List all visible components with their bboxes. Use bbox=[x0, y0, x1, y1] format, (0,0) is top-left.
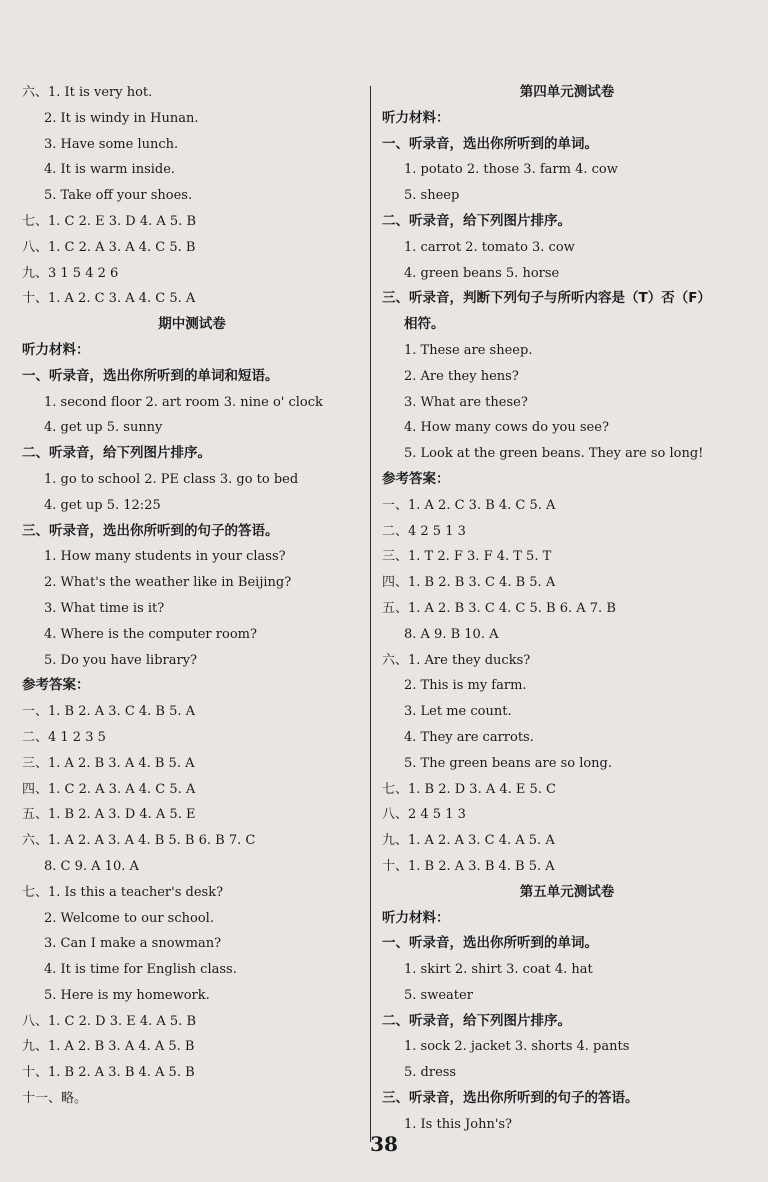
test-title: 期中测试卷 bbox=[158, 316, 226, 333]
right-column bbox=[382, 80, 752, 1138]
answer-line: 1. Is this John's? bbox=[404, 1116, 513, 1132]
answer-line: 十、1. B 2. A 3. B 4. A 5. B bbox=[22, 1065, 195, 1081]
test-title: 第五单元测试卷 bbox=[519, 883, 615, 900]
section-heading: 三、听录音，选出你所听到的句子的答语。 bbox=[382, 1090, 639, 1107]
answer-line: 4. They are carrots. bbox=[404, 729, 534, 745]
answer-line: 4. get up 5. sunny bbox=[44, 420, 163, 436]
section-heading: 参考答案： bbox=[22, 677, 90, 694]
answer-line: 4. How many cows do you see? bbox=[404, 420, 609, 436]
answer-line: 3. Can I make a snowman? bbox=[44, 936, 222, 952]
answer-line: 1. second floor 2. art room 3. nine o' clock bbox=[44, 394, 323, 410]
answer-line: 5. dress bbox=[404, 1065, 457, 1081]
answer-line: 2. This is my farm. bbox=[404, 678, 527, 694]
answer-line: 3. Let me count. bbox=[404, 704, 512, 720]
answer-line: 3. What time is it? bbox=[44, 600, 165, 616]
answer-line: 八、1. C 2. D 3. E 4. A 5. B bbox=[22, 1013, 197, 1029]
section-heading: 二、听录音，给下列图片排序。 bbox=[382, 212, 571, 229]
answer-line: 5. Take off your shoes. bbox=[44, 188, 193, 204]
answer-line: 4. get up 5. 12:25 bbox=[44, 497, 161, 513]
answer-line: 1. potato 2. those 3. farm 4. cow bbox=[404, 162, 618, 178]
answer-line: 1. How many students in your class? bbox=[44, 549, 286, 565]
answer-line: 七、1. Is this a teacher's desk? bbox=[22, 884, 224, 900]
answer-line: 二、4 2 5 1 3 bbox=[382, 523, 466, 539]
answer-line: 八、2 4 5 1 3 bbox=[382, 807, 466, 823]
answer-line: 5. sheep bbox=[404, 188, 460, 204]
section-heading: 三、听录音，选出你所听到的句子的答语。 bbox=[22, 522, 279, 539]
column-divider bbox=[370, 86, 371, 1142]
answer-line: 5. The green beans are so long. bbox=[404, 755, 613, 771]
answer-line: 2. Welcome to our school. bbox=[44, 910, 214, 926]
answer-line: 四、1. B 2. B 3. C 4. B 5. A bbox=[382, 575, 556, 591]
answer-line: 1. carrot 2. tomato 3. cow bbox=[404, 239, 575, 255]
answer-line: 十、1. B 2. A 3. B 4. B 5. A bbox=[382, 858, 555, 874]
section-heading: 三、听录音，判断下列句子与所听内容是（T）否（F） bbox=[382, 290, 711, 307]
answer-line: 五、1. B 2. A 3. D 4. A 5. E bbox=[22, 807, 196, 823]
answer-line: 四、1. C 2. A 3. A 4. C 5. A bbox=[22, 781, 196, 797]
answer-line: 二、4 1 2 3 5 bbox=[22, 729, 106, 745]
answer-line: 5. Look at the green beans. They are so long! bbox=[404, 446, 704, 462]
answer-line: 十一、略。 bbox=[22, 1091, 88, 1107]
answer-line: 4. It is warm inside. bbox=[44, 162, 176, 178]
answer-line: 3. Have some lunch. bbox=[44, 136, 179, 152]
answer-line: 5. Here is my homework. bbox=[44, 987, 210, 1003]
answer-line: 七、1. C 2. E 3. D 4. A 5. B bbox=[22, 213, 197, 229]
section-heading: 二、听录音，给下列图片排序。 bbox=[382, 1012, 571, 1029]
section-heading: 二、听录音，给下列图片排序。 bbox=[22, 445, 211, 462]
section-heading: 听力材料： bbox=[22, 341, 90, 358]
answer-line: 六、1. It is very hot. bbox=[22, 85, 153, 100]
answer-line: 5. Do you have library? bbox=[44, 652, 198, 668]
answer-line: 三、1. T 2. F 3. F 4. T 5. T bbox=[382, 549, 552, 565]
answer-line: 六、1. A 2. A 3. A 4. B 5. B 6. B 7. C bbox=[22, 833, 256, 849]
answer-line: 2. What's the weather like in Beijing? bbox=[44, 575, 292, 591]
answer-line: 1. sock 2. jacket 3. shorts 4. pants bbox=[404, 1039, 630, 1055]
left-column bbox=[22, 80, 362, 1112]
section-heading: 听力材料： bbox=[382, 909, 450, 926]
answer-line: 九、1. A 2. B 3. A 4. A 5. B bbox=[22, 1039, 195, 1055]
answer-line: 一、1. B 2. A 3. C 4. B 5. A bbox=[22, 704, 196, 720]
answer-line: 五、1. A 2. B 3. C 4. C 5. B 6. A 7. B bbox=[382, 600, 616, 616]
answer-line: 5. sweater bbox=[404, 987, 473, 1003]
answer-line: 2. It is windy in Hunan. bbox=[44, 110, 199, 126]
answer-line: 七、1. B 2. D 3. A 4. E 5. C bbox=[382, 781, 557, 797]
answer-line: 九、3 1 5 4 2 6 bbox=[22, 265, 119, 281]
section-heading: 一、听录音，选出你所听到的单词和短语。 bbox=[22, 367, 279, 384]
answer-line: 1. go to school 2. PE class 3. go to bed bbox=[44, 471, 299, 487]
answer-line: 1. These are sheep. bbox=[404, 342, 533, 358]
answer-line: 六、1. Are they ducks? bbox=[382, 652, 531, 668]
section-heading: 一、听录音，选出你所听到的单词。 bbox=[382, 935, 598, 952]
section-heading: 相符。 bbox=[404, 316, 445, 333]
answer-line: 4. green beans 5. horse bbox=[404, 265, 560, 281]
answer-line: 一、1. A 2. C 3. B 4. C 5. A bbox=[382, 497, 556, 513]
section-heading: 听力材料： bbox=[382, 109, 450, 126]
answer-line: 8. C 9. A 10. A bbox=[44, 858, 139, 874]
answer-line: 4. Where is the computer room? bbox=[44, 626, 257, 642]
section-heading: 一、听录音，选出你所听到的单词。 bbox=[382, 135, 598, 152]
answer-line: 1. skirt 2. shirt 3. coat 4. hat bbox=[404, 962, 593, 978]
answer-line: 8. A 9. B 10. A bbox=[404, 626, 499, 642]
answer-line: 4. It is time for English class. bbox=[44, 962, 237, 978]
test-title: 第四单元测试卷 bbox=[519, 84, 615, 100]
answer-line: 2. Are they hens? bbox=[404, 368, 519, 384]
page-number: 38 bbox=[370, 1132, 398, 1156]
section-heading: 参考答案： bbox=[382, 470, 450, 487]
answer-line: 3. What are these? bbox=[404, 394, 528, 410]
answer-line: 八、1. C 2. A 3. A 4. C 5. B bbox=[22, 239, 196, 255]
answer-line: 九、1. A 2. A 3. C 4. A 5. A bbox=[382, 833, 555, 849]
answer-line: 十、1. A 2. C 3. A 4. C 5. A bbox=[22, 291, 196, 307]
answer-line: 三、1. A 2. B 3. A 4. B 5. A bbox=[22, 755, 195, 771]
